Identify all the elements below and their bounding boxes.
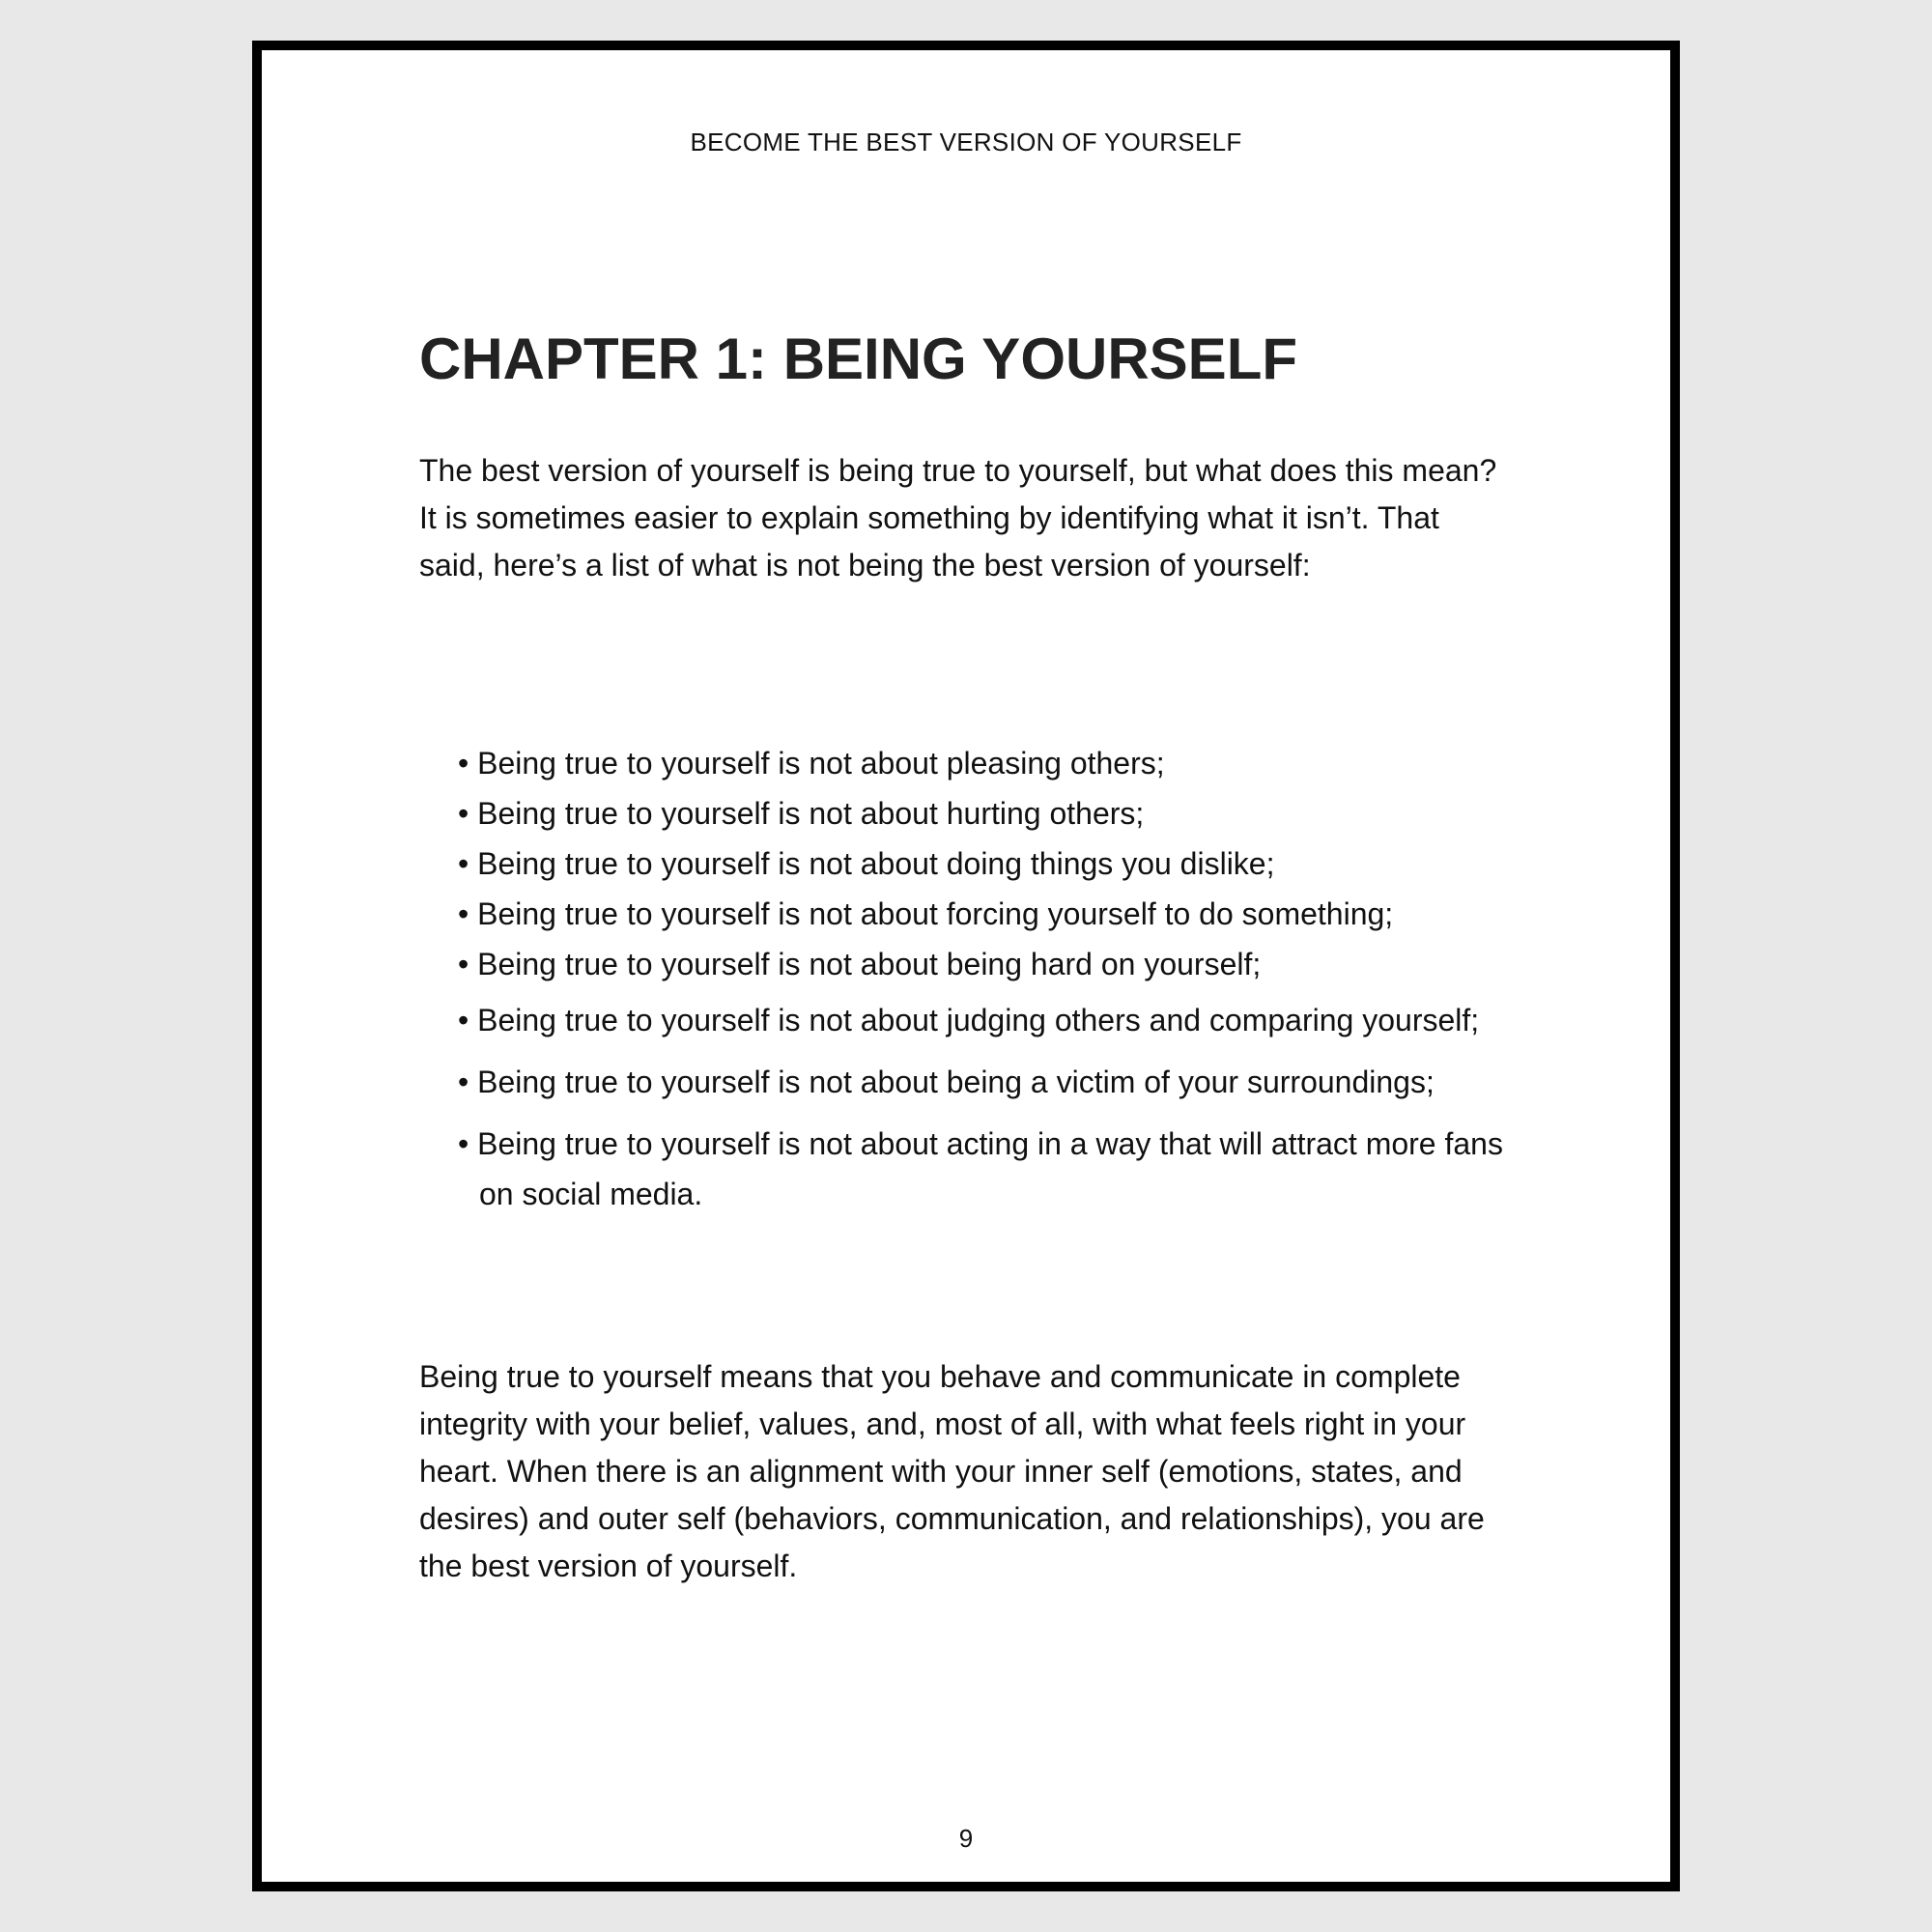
list-item: • Being true to yourself is not about acting in a way that will attract more fans on social media. <box>458 1126 1503 1211</box>
chapter-title: CHAPTER 1: BEING YOURSELF <box>419 327 1297 391</box>
list-item: • Being true to yourself is not about being hard on yourself; <box>458 947 1262 981</box>
list-item: • Being true to yourself is not about forcing yourself to do something; <box>458 896 1394 931</box>
list-item-text: Being true to yourself is not about judging others and comparing yourself; <box>477 1003 1480 1037</box>
list-item-text: Being true to yourself is not about doing things you dislike; <box>477 846 1275 881</box>
list-item-text: Being true to yourself is not about forcing yourself to do something; <box>477 896 1394 931</box>
list-item: • Being true to yourself is not about being a victim of your surroundings; <box>458 1065 1435 1099</box>
list-item-text: Being true to yourself is not about being hard on yourself; <box>477 947 1262 981</box>
list-item-text: Being true to yourself is not about being a victim of your surroundings; <box>477 1065 1435 1099</box>
running-header: BECOME THE BEST VERSION OF YOURSELF <box>690 128 1242 156</box>
closing-paragraph: Being true to yourself means that you behave and communicate in complete integrity with your belief, values, and, most of all, with what feels right in your heart. When there is an alignment with your inner self (emotions, states, and desires) and outer self (behaviors, communication, and relationships), you are the best version of yourself. <box>419 1359 1485 1583</box>
list-item: • Being true to yourself is not about judging others and comparing yourself; <box>458 1003 1480 1037</box>
list-item-text: Being true to yourself is not about pleasing others; <box>477 746 1165 781</box>
list-item-text: Being true to yourself is not about hurting others; <box>477 796 1145 831</box>
book-page <box>252 41 1680 1891</box>
page-number: 9 <box>958 1824 974 1853</box>
intro-paragraph: The best version of yourself is being true to yourself, but what does this mean? It is sometimes easier to explain something by identifying what it isn’t. That said, here’s a list of what is not being the best version of yourself: <box>419 453 1497 582</box>
list-item: • Being true to yourself is not about doing things you dislike; <box>458 846 1275 881</box>
list-item: • Being true to yourself is not about pleasing others; <box>458 746 1165 781</box>
list-item-text: Being true to yourself is not about acting in a way that will attract more fans on social media. <box>477 1126 1503 1211</box>
bullet-list <box>458 744 1511 1231</box>
list-item: • Being true to yourself is not about hurting others; <box>458 796 1145 831</box>
